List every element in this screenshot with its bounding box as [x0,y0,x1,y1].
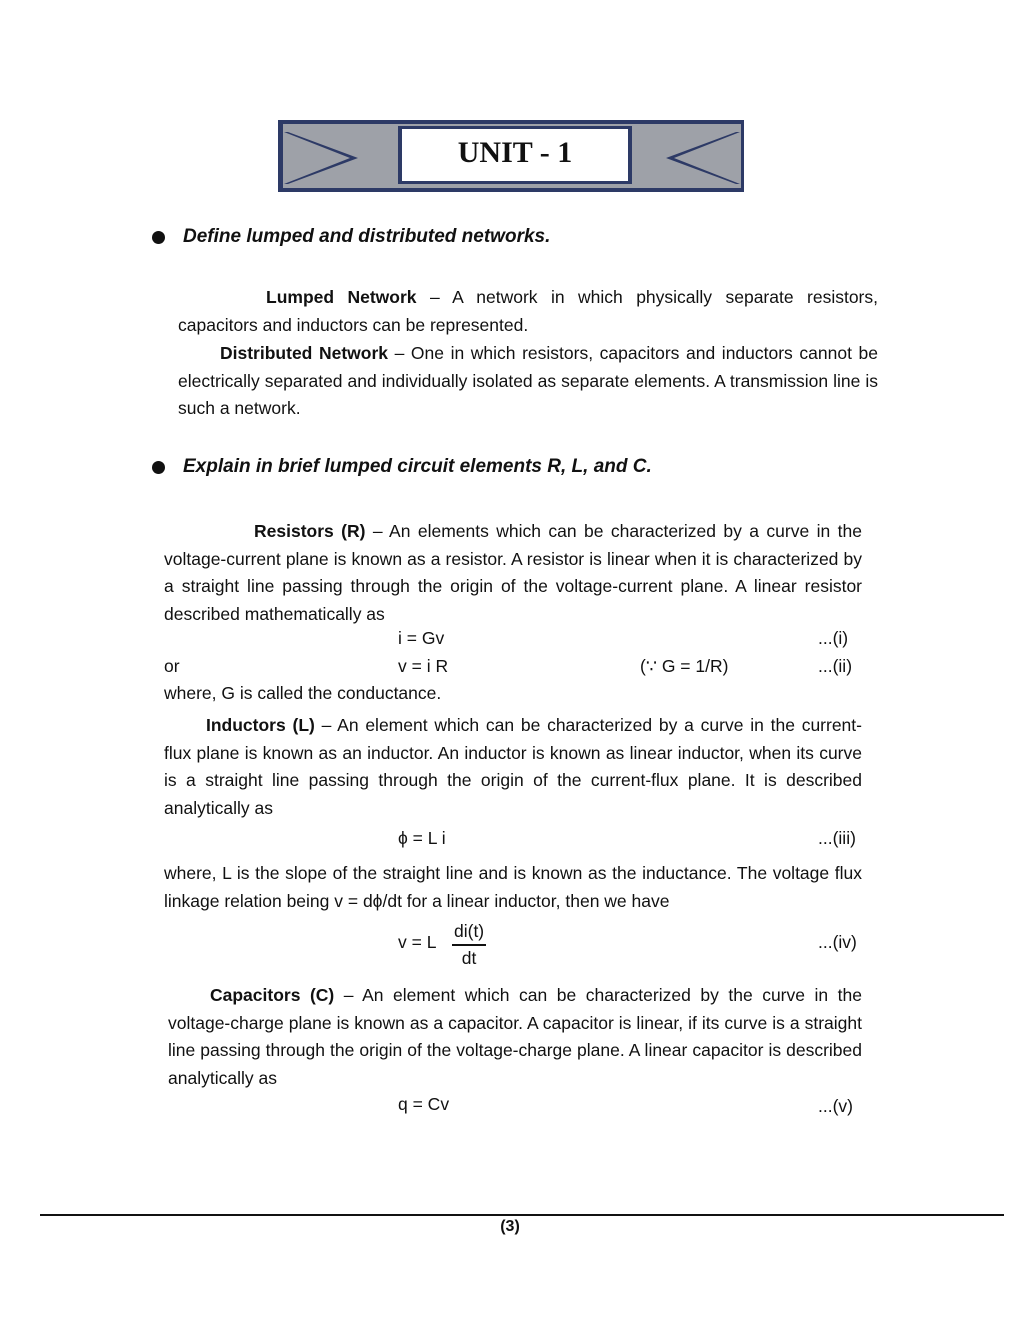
equation-3: ϕ = L i [398,828,446,848]
footer-divider [40,1214,1004,1216]
or-label: or [164,656,180,676]
question-2-text: Explain in brief lumped circuit elements R, L, and C. [183,456,652,477]
equation-4-denominator: dt [461,948,477,968]
question-2 [152,456,652,478]
equation-4-fraction [452,920,486,970]
resistors-term: Resistors (R) [254,521,366,541]
resistors-paragraph [164,518,862,628]
equation-2: v = i R [398,656,449,676]
equation-4-lhs: v = L [398,932,437,952]
capacitors-paragraph [168,982,862,1092]
unit-banner [278,118,748,194]
equation-5: q = Cv [398,1094,450,1114]
conductance-line: where, G is called the conductance. [164,683,442,703]
distributed-network-paragraph [178,340,878,423]
lumped-network-term: Lumped Network [266,287,417,307]
bullet-icon [152,231,165,244]
equation-4-numerator: di(t) [452,920,486,946]
distributed-network-term: Distributed Network [220,343,388,363]
page-number: (3) [500,1218,520,1235]
inductors-term: Inductors (L) [206,715,315,735]
lumped-network-paragraph [178,284,878,339]
equation-4-label: ...(iv) [818,932,857,952]
equation-1: i = Gv [398,628,445,648]
equation-1-label: ...(i) [818,628,849,648]
capacitors-term: Capacitors (C) [210,985,335,1005]
inductors-paragraph [164,712,862,822]
question-1 [152,226,550,248]
question-1-text: Define lumped and distributed networks. [183,226,551,247]
equation-2-label: ...(ii) [818,656,853,676]
inductance-paragraph: where, L is the slope of the straight line and is known as the inductance. The voltage flux linkage relation being v = dϕ/dt for a linear inductor, then we have [164,863,862,911]
capacitors-text: – An element which can be characterized by the curve in the voltage-charge plane is known as a capacitor. A capacitor is linear, if its curve is a straight line passing through the origin of the voltage-charge plane. A linear capacitor is described analytically as [168,985,862,1088]
equation-5-label: ...(v) [818,1096,853,1116]
unit-title: UNIT - 1 [457,136,573,169]
lumped-network-text: – A network in which physically separate resistors, capacitors and inductors can be represented. [178,287,878,335]
distributed-network-text: – One in which resistors, capacitors and inductors cannot be electrically separated and individually isolated as separate elements. A transmission line is such a network. [178,343,878,418]
inductors-text: – An element which can be characterized by a curve in the current-flux plane is known as an inductor. An inductor is known as linear inductor, when its curve is a straight line passing through the origin of the current-flux plane. It is described analytically as [164,715,862,818]
equation-2-note: (∵ G = 1/R) [640,656,729,676]
equation-3-label: ...(iii) [818,828,856,848]
resistors-text: – An elements which can be characterized by a curve in the voltage-current plane is known as a resistor. A resistor is linear when it is characterized by a straight line passing through the origin of the voltage-current plane. A linear resistor described mathematically as [164,521,862,624]
bullet-icon [152,461,165,474]
